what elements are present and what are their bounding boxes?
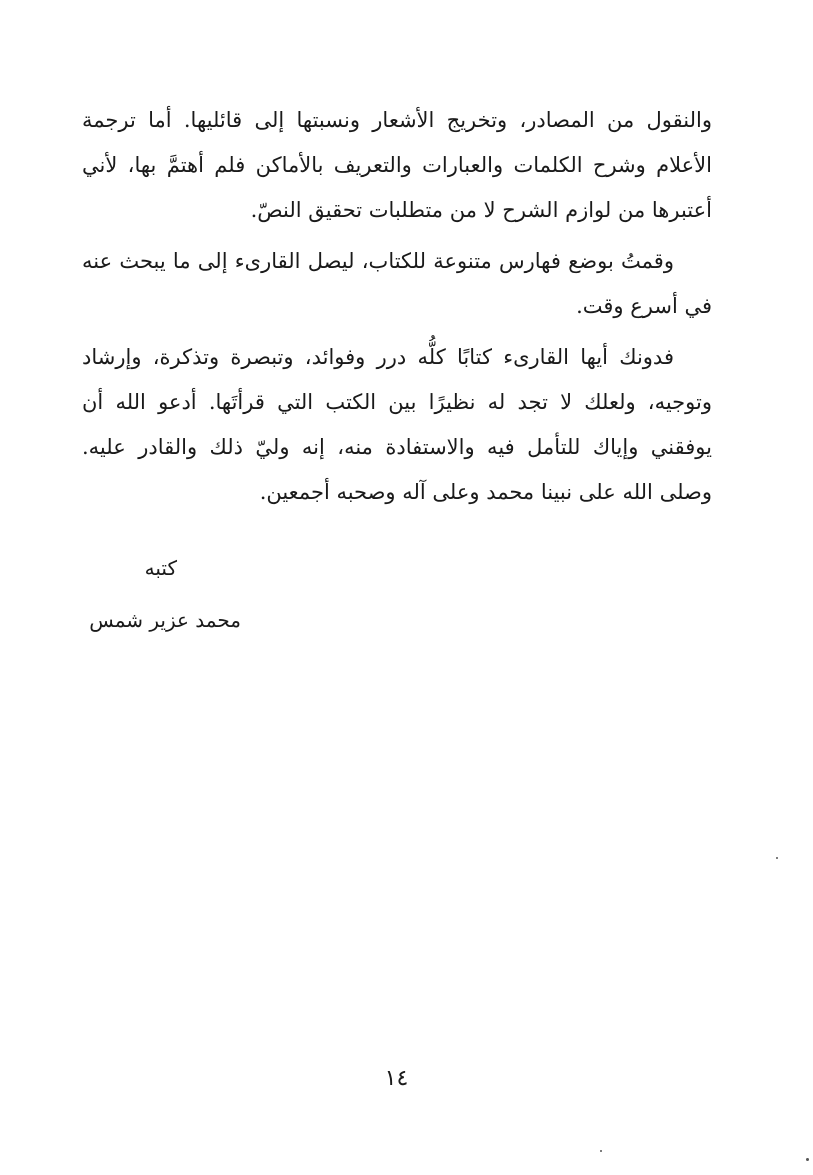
paragraph-sources: والنقول من المصادر، وتخريج الأشعار ونسبتها إلى قائليها. أما ترجمة الأعلام وشرح الكلمات والعبارات والتعريف بالأماكن فلم أهتمَّ بها، لأني أعتبرها من لوازم الشرح لا من متطلبات تحقيق النصّ.: [82, 108, 712, 222]
scan-speck: [776, 857, 778, 859]
body-text: [82, 98, 712, 515]
paragraph-closing: فدونك أيها القارىء كتابًا كلُّه درر وفوائد، وتبصرة وتذكرة، وإرشاد وتوجيه، ولعلك لا تجد له نظيرًا بين الكتب التي قرأتَها. أدعو الله أن يوفقني وإياك للتأمل فيه والاستفادة منه، إنه وليّ ذلك والقادر عليه. وصلى الله على نبينا محمد وعلى آله وصحبه أجمعين.: [82, 345, 712, 504]
signature-label: كتبه: [144, 556, 177, 580]
page-number: ١٤: [384, 1066, 409, 1091]
scan-speck: [806, 1158, 809, 1161]
paragraph-indexes: وقمتُ بوضع فهارس متنوعة للكتاب، ليصل القارىء إلى ما يبحث عنه في أسرع وقت.: [82, 249, 712, 318]
author-name: محمد عزير شمس: [89, 608, 241, 632]
scan-speck: [600, 1150, 602, 1152]
